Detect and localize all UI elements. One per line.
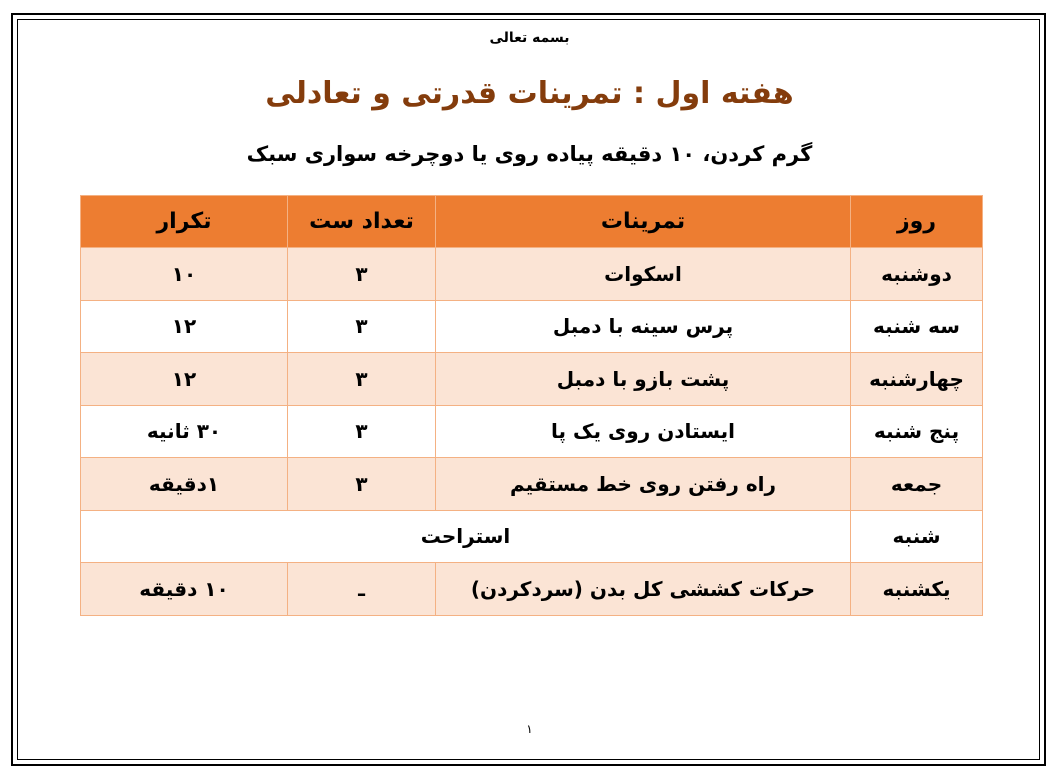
sets-cell: ۳ bbox=[288, 248, 436, 301]
table-row bbox=[81, 405, 983, 458]
reps-cell: ۱۲ bbox=[81, 353, 288, 406]
exercise-cell: راه رفتن روی خط مستقیم bbox=[436, 458, 851, 511]
table-row bbox=[81, 458, 983, 511]
table-row bbox=[81, 248, 983, 301]
table-row bbox=[81, 353, 983, 406]
column-header-sets: تعداد ست bbox=[288, 196, 436, 248]
exercise-cell: اسکوات bbox=[436, 248, 851, 301]
table-row bbox=[81, 510, 983, 563]
day-cell: یکشنبه bbox=[851, 563, 983, 616]
exercise-cell: ایستادن روی یک پا bbox=[436, 405, 851, 458]
reps-cell: ۱۰ bbox=[81, 248, 288, 301]
reps-cell: ۱دقیقه bbox=[81, 458, 288, 511]
bismillah-header: بسمه تعالی bbox=[489, 30, 570, 46]
column-header-reps: تکرار bbox=[81, 196, 288, 248]
day-cell: پنج شنبه bbox=[851, 405, 983, 458]
exercise-cell: حرکات کششی کل بدن (سردکردن) bbox=[436, 563, 851, 616]
exercise-cell: پرس سینه با دمبل bbox=[436, 300, 851, 353]
day-cell: سه شنبه bbox=[851, 300, 983, 353]
column-header-exercise: تمرینات bbox=[436, 196, 851, 248]
table-row bbox=[81, 563, 983, 616]
sets-cell: ۳ bbox=[288, 353, 436, 406]
column-header-day: روز bbox=[851, 196, 983, 248]
reps-cell: ۱۲ bbox=[81, 300, 288, 353]
day-cell: دوشنبه bbox=[851, 248, 983, 301]
reps-cell: ۱۰ دقیقه bbox=[81, 563, 288, 616]
page-number: ۱ bbox=[526, 722, 533, 736]
page-title: هفته اول : تمرینات قدرتی و تعادلی bbox=[265, 76, 794, 111]
table-header-row bbox=[81, 196, 983, 248]
sets-cell: ـ bbox=[288, 563, 436, 616]
workout-table bbox=[80, 195, 983, 616]
rest-cell: استراحت bbox=[81, 510, 851, 563]
day-cell: جمعه bbox=[851, 458, 983, 511]
day-cell: شنبه bbox=[851, 510, 983, 563]
reps-cell: ۳۰ ثانیه bbox=[81, 405, 288, 458]
sets-cell: ۳ bbox=[288, 458, 436, 511]
day-cell: چهارشنبه bbox=[851, 353, 983, 406]
sets-cell: ۳ bbox=[288, 300, 436, 353]
exercise-cell: پشت بازو با دمبل bbox=[436, 353, 851, 406]
warmup-subtitle: گرم کردن، ۱۰ دقیقه پیاده روی یا دوچرخه سواری سبک bbox=[246, 142, 813, 166]
table-row bbox=[81, 300, 983, 353]
sets-cell: ۳ bbox=[288, 405, 436, 458]
